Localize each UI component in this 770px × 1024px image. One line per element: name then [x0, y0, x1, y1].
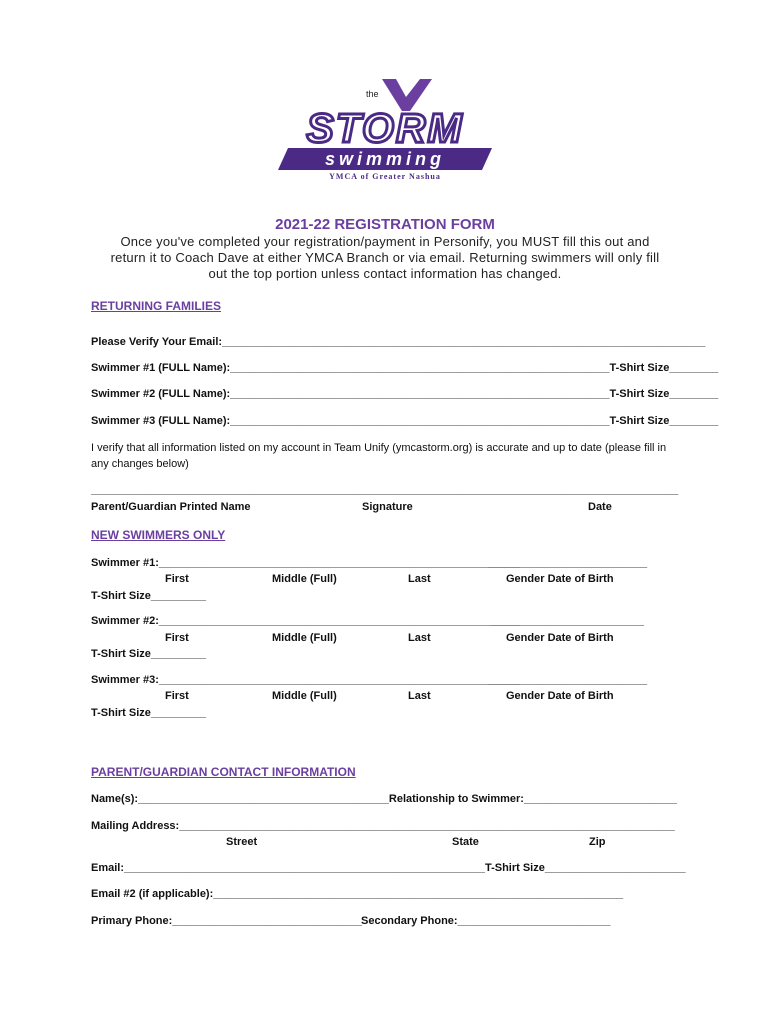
logo-swimming-text: swimming	[324, 149, 445, 169]
last-label: Last	[408, 632, 431, 644]
first-label: First	[165, 573, 189, 585]
logo-storm-text: STORM	[306, 105, 464, 151]
first-label: First	[165, 632, 189, 644]
returning-swimmer-2-field[interactable]: Swimmer #2 (FULL Name):______________________________________________________________T-Shirt Size________	[91, 388, 719, 400]
last-label: Last	[408, 573, 431, 585]
last-label: Last	[408, 690, 431, 702]
new-swimmer-3-tshirt-field[interactable]: T-Shirt Size_________	[91, 707, 206, 719]
date-label: Date	[588, 501, 612, 513]
new-swimmer-1-tshirt-field[interactable]: T-Shirt Size_________	[91, 590, 206, 602]
new-swimmers-heading: NEW SWIMMERS ONLY	[91, 528, 226, 542]
intro-line-3: out the top portion unless contact information has changed.	[208, 266, 562, 281]
new-swimmer-1-dob-field[interactable]: __________________________	[488, 557, 648, 569]
street-label: Street	[226, 836, 258, 848]
email-tshirt-field[interactable]: Email:___________________________________________________________T-Shirt Size_______________________	[91, 862, 686, 874]
intro-line-2: return it to Coach Dave at either YMCA Branch or via email. Returning swimmers will only fill	[110, 250, 660, 265]
returning-swimmer-1-field[interactable]: Swimmer #1 (FULL Name):______________________________________________________________T-Shirt Size________	[91, 362, 719, 374]
gender-dob-label: Gender Date of Birth	[506, 573, 614, 585]
verify-statement-line-1: I verify that all information listed on my account in Team Unify (ymcastorm.org) is accurate and up to date (please fill in	[91, 442, 667, 454]
mailing-address-field[interactable]: Mailing Address:_________________________________________________________________________________	[91, 820, 675, 832]
new-swimmer-2-tshirt-field[interactable]: T-Shirt Size_________	[91, 648, 206, 660]
contact-heading: PARENT/GUARDIAN CONTACT INFORMATION	[91, 765, 356, 779]
new-swimmer-2-field[interactable]: Swimmer #2:___________________________________________________________	[91, 615, 520, 627]
storm-logo	[270, 75, 500, 185]
gender-dob-label: Gender Date of Birth	[506, 632, 614, 644]
new-swimmer-1-field[interactable]: Swimmer #1:___________________________________________________________	[91, 557, 520, 569]
form-title: 2021-22 REGISTRATION FORM	[275, 216, 495, 233]
new-swimmer-2-dob-field[interactable]: _________________________	[491, 615, 644, 627]
new-swimmer-3-dob-field[interactable]: __________________________	[488, 674, 648, 686]
new-swimmer-3-field[interactable]: Swimmer #3:___________________________________________________________	[91, 674, 520, 686]
state-label: State	[452, 836, 479, 848]
middle-label: Middle (Full)	[272, 632, 337, 644]
middle-label: Middle (Full)	[272, 573, 337, 585]
returning-swimmer-3-field[interactable]: Swimmer #3 (FULL Name):______________________________________________________________T-Shirt Size________	[91, 415, 719, 427]
zip-label: Zip	[589, 836, 606, 848]
logo-ymca-text: YMCA of Greater Nashua	[329, 172, 441, 181]
logo-the-text: the	[366, 89, 379, 99]
signature-line[interactable]: ________________________________________________________________________________________________	[91, 484, 679, 496]
names-relationship-field[interactable]: Name(s):_________________________________________Relationship to Swimmer:_________________________	[91, 793, 677, 805]
email2-field[interactable]: Email #2 (if applicable):___________________________________________________________________	[91, 888, 624, 900]
verify-statement-line-2: any changes below)	[91, 458, 189, 470]
intro-line-1: Once you've completed your registration/payment in Personify, you MUST fill this out and	[120, 234, 650, 249]
gender-dob-label: Gender Date of Birth	[506, 690, 614, 702]
secondary-phone-field[interactable]: Secondary Phone:_________________________	[361, 915, 611, 927]
verify-email-field[interactable]: Please Verify Your Email:_______________________________________________________________________________	[91, 336, 706, 348]
printed-name-label: Parent/Guardian Printed Name	[91, 501, 251, 513]
returning-families-heading: RETURNING FAMILIES	[91, 299, 222, 313]
first-label: First	[165, 690, 189, 702]
primary-phone-field[interactable]: Primary Phone:_______________________________	[91, 915, 362, 927]
middle-label: Middle (Full)	[272, 690, 337, 702]
signature-label: Signature	[362, 501, 413, 513]
